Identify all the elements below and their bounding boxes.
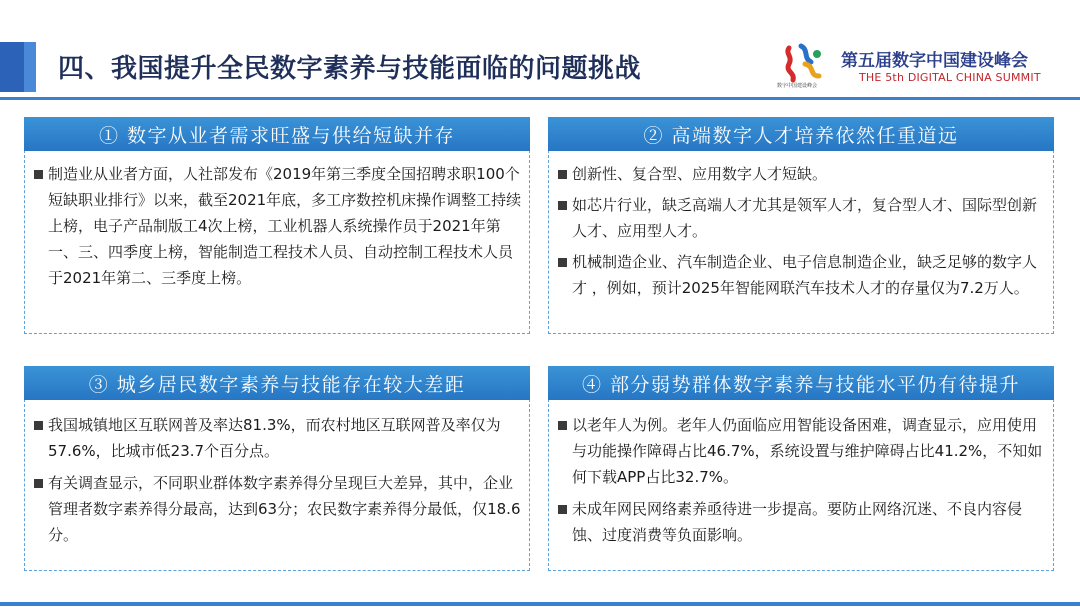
panel-2-bullet-1: 创新性、复合型、应用数字人才短缺。 [558,161,1048,187]
panel-3 [24,366,530,572]
footer-divider [0,602,1080,606]
panel-2-body [558,161,1048,301]
panel-3-bullet-2: 有关调查显示，不同职业群体数字素养得分呈现巨大差异，其中，企业管理者数字素养得分最高，达到63分；农民数字素养得分最低，仅18.6分。 [34,470,524,548]
panel-1-heading: ① 数字从业者需求旺盛与供给短缺并存 [24,117,530,151]
panel-4-bullet-1: 以老年人为例。老年人仍面临应用智能设备困难，调查显示，应用使用与功能操作障碍占比46.7%，系统设置与维护障碍占比41.2%，不知如何下载APP占比32.7%。 [558,412,1048,490]
panel-4 [548,366,1054,572]
header-divider [0,97,1080,100]
panel-4-heading: ④ 部分弱势群体数字素养与技能水平仍有待提升 [548,366,1054,400]
panel-2-heading: ② 高端数字人才培养依然任重道远 [548,117,1054,151]
panel-3-body [34,412,524,548]
panel-2-bullet-2: 如芯片行业，缺乏高端人才尤其是领军人才，复合型人才、国际型创新人才、应用型人才。 [558,192,1048,244]
panel-2-bullet-3: 机械制造企业、汽车制造企业、电子信息制造企业，缺乏足够的数字人才 ，例如，预计2025年智能网联汽车技术人才的存量仅为7.2万人。 [558,249,1048,301]
logo-english-text: THE 5th DIGITAL CHINA SUMMIT [859,71,1041,84]
logo-chinese-text: 第五届数字中国建设峰会 [841,51,1028,71]
panel-1 [24,117,530,335]
panel-4-bullet-2: 未成年网民网络素养亟待进一步提高。要防止网络沉迷、不良内容侵蚀、过度消费等负面影响。 [558,496,1048,548]
page-title: 四、我国提升全民数字素养与技能面临的问题挑战 [58,54,642,84]
header-accent-bar-dark [0,42,24,92]
panel-4-body [558,412,1048,548]
summit-logo [775,42,1075,92]
panel-3-bullet-1: 我国城镇地区互联网普及率达81.3%，而农村地区互联网普及率仅为57.6%，比城市低23.7个百分点。 [34,412,524,464]
logo-small-text: 数字中国建设峰会 [777,83,818,89]
panel-3-heading: ③ 城乡居民数字素养与技能存在较大差距 [24,366,530,400]
panel-1-bullet-1: 制造业从业者方面，人社部发布《2019年第三季度全国招聘求职100个短缺职业排行》以来，截至2021年底，多工序数控机床操作调整工持续上榜，电子产品制版工4次上榜，工业机器人系统操作员于2021年第一、三、四季度上榜，智能制造工程技术人员、自动控制工程技术人员于2021年第二、三季度上榜。 [34,161,524,291]
panel-1-body [34,161,524,291]
header-accent-bar [24,42,36,92]
panel-2 [548,117,1054,335]
